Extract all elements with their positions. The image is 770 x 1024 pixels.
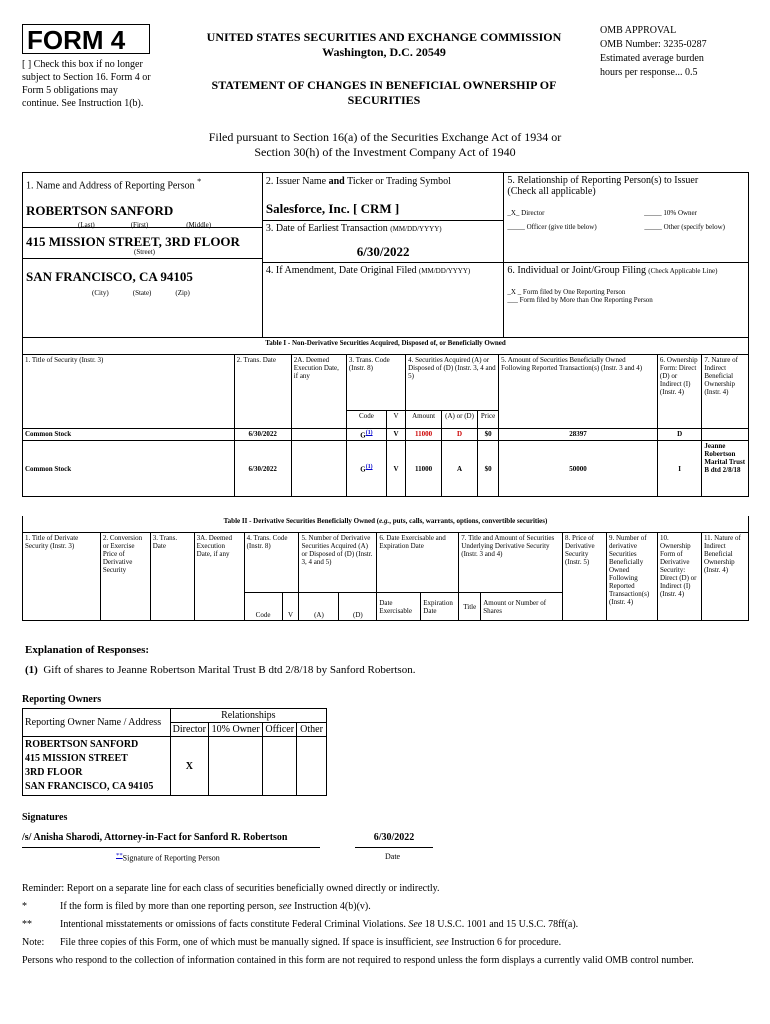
note-text-b: 18 U.S.C. 1001 and 15 U.S.C. 78ff(a). bbox=[422, 919, 579, 930]
note-text-b: Instruction 6 for procedure. bbox=[448, 937, 562, 948]
note-text-a: If the form is filed by more than one reporting person, bbox=[60, 901, 279, 912]
omb-line: OMB Number: 3235-0287 bbox=[600, 39, 707, 50]
t2-sub-v: V bbox=[282, 593, 299, 621]
owner-address-line: ROBERTSON SANFORD bbox=[25, 739, 139, 750]
owner-address bbox=[23, 737, 171, 796]
signatures-heading: Signatures bbox=[22, 812, 68, 823]
table-row bbox=[23, 737, 327, 796]
statement-title-line: STATEMENT OF CHANGES IN BENEFICIAL OWNERSHIP OF bbox=[211, 78, 557, 92]
t1-col-deemed-header: 2A. Deemed Execution Date, if any bbox=[291, 355, 346, 429]
cell-owned: 50000 bbox=[499, 441, 658, 497]
note-see: See bbox=[408, 919, 423, 930]
t2-col-form-header: 10. Ownership Form of Derivative Security: Direct (D) or Indirect (I) (Instr. 4) bbox=[657, 533, 701, 621]
t2-col-exercisable-header: 6. Date Exercisable and Expiration Date bbox=[377, 533, 459, 593]
statement-title-line: SECURITIES bbox=[347, 93, 421, 107]
officer-mark bbox=[263, 737, 297, 796]
filing-more-persons[interactable]: ___ Form filed by More than One Reporting Person bbox=[507, 296, 653, 304]
issuer-name: Salesforce, Inc. [ CRM ] bbox=[265, 201, 400, 216]
filed-line: Section 30(h) of the Investment Company Act of 1940 bbox=[254, 145, 516, 159]
reporting-owners-heading: Reporting Owners bbox=[22, 694, 102, 705]
table-2-title-a: Table II - Derivative Securities Beneficially Owned ( bbox=[223, 517, 380, 525]
t1-sub-amount: Amount bbox=[406, 411, 442, 429]
footer-notes bbox=[22, 881, 749, 968]
checkbox-note-line: subject to Section 16. Form 4 or bbox=[22, 72, 151, 83]
t2-col-owned-header: 9. Number of derivative Securities Beneficially Owned Following Reported Transaction(s) (Instr. 4) bbox=[607, 533, 658, 621]
t1-col-nature-header: 7. Nature of Indirect Beneficial Ownership (Instr. 4) bbox=[702, 355, 749, 429]
checkbox-note-line: Form 5 obligations may bbox=[22, 85, 118, 96]
box-6-sub: (Check Applicable Line) bbox=[648, 267, 718, 275]
t2-col-code-header: 4. Trans. Code (Instr. 8) bbox=[244, 533, 299, 593]
note-text-a: Intentional misstatements or omissions of facts constitute Federal Criminal Violations. bbox=[60, 919, 409, 930]
cell-v: V bbox=[387, 429, 406, 441]
footnote-number: (1) bbox=[25, 664, 38, 676]
box-3-label: 3. Date of Earliest Transaction bbox=[265, 223, 388, 234]
relationship-other[interactable]: _____ Other (specify below) bbox=[644, 223, 725, 231]
zip-label: (Zip) bbox=[175, 289, 190, 297]
agency-location: Washington, D.C. 20549 bbox=[322, 45, 446, 59]
cell-nature: Jeanne Robertson Marital Trust B dtd 2/8/18 bbox=[702, 441, 749, 497]
note-text bbox=[60, 935, 561, 950]
t2-sub-d: (D) bbox=[339, 593, 377, 621]
box-6-label: 6. Individual or Joint/Group Filing bbox=[507, 265, 646, 276]
middle-label: (Middle) bbox=[186, 221, 212, 230]
cell-deemed bbox=[291, 441, 346, 497]
date-caption: Date bbox=[385, 852, 401, 861]
note-text-a: File three copies of this Form, one of which must be manually signed. If space is insufficient, bbox=[60, 937, 436, 948]
form-title: FORM 4 bbox=[22, 24, 150, 54]
t2-col-title-header: 1. Title of Derivate Security (Instr. 3) bbox=[23, 533, 101, 621]
reporting-owners-table bbox=[22, 708, 327, 796]
owner-address-line: 3RD FLOOR bbox=[25, 767, 83, 778]
omb-line: OMB APPROVAL bbox=[600, 25, 677, 36]
statement-title bbox=[178, 78, 590, 108]
table-1-title: Table I - Non-Derivative Securities Acquired, Disposed of, or Beneficially Owned bbox=[23, 338, 749, 355]
cell-nature bbox=[702, 429, 749, 441]
note-text bbox=[60, 917, 578, 932]
table-2-title-eg: e.g. bbox=[379, 517, 390, 525]
filed-line: Filed pursuant to Section 16(a) of the Securities Exchange Act of 1934 or bbox=[208, 130, 562, 144]
t2-col-nature-header: 11. Nature of Indirect Beneficial Ownership (Instr. 4) bbox=[701, 533, 748, 621]
earliest-transaction-date: 6/30/2022 bbox=[356, 244, 410, 259]
t1-sub-code: Code bbox=[346, 411, 386, 429]
box-1-name-address bbox=[23, 173, 263, 338]
cell-date: 6/30/2022 bbox=[234, 429, 291, 441]
omb-line: Estimated average burden bbox=[600, 53, 704, 64]
box-2-label-and: and bbox=[328, 176, 345, 187]
box-4-label: 4. If Amendment, Date Original Filed bbox=[265, 265, 417, 276]
t2-col-underlying-header: 7. Title and Amount of Securities Underlying Derivative Security (Instr. 3 and 4) bbox=[459, 533, 563, 593]
t2-sub-date-ex: Date Exercisable bbox=[377, 593, 421, 621]
state-label: (State) bbox=[132, 289, 152, 297]
note-mark: * bbox=[22, 901, 27, 912]
cell-price: $0 bbox=[478, 441, 499, 497]
relationship-10pct[interactable]: _____ 10% Owner bbox=[644, 209, 697, 217]
box-6-filing bbox=[504, 263, 749, 338]
footnote-text: Gift of shares to Jeanne Robertson Marital Trust B dtd 2/8/18 by Sanford Robertson. bbox=[43, 664, 416, 676]
footnote-link[interactable]: (1) bbox=[365, 464, 373, 471]
city-label: (City) bbox=[92, 289, 109, 297]
box-5-label: 5. Relationship of Reporting Person(s) to Issuer bbox=[507, 175, 699, 186]
cell-title: Common Stock bbox=[23, 429, 235, 441]
cell-form: D bbox=[657, 429, 701, 441]
box-3-format: (MM/DD/YYYY) bbox=[390, 225, 442, 233]
relationship-director[interactable]: _X_ Director bbox=[507, 209, 545, 217]
t1-col-owned-header: 5. Amount of Securities Beneficially Owned Following Reported Transaction(s) (Instr. 3 and 4) bbox=[499, 355, 658, 429]
reporting-person-name: ROBERTSON SANFORD bbox=[26, 203, 174, 219]
table-row bbox=[23, 441, 749, 497]
t1-sub-price: Price bbox=[478, 411, 499, 429]
cell-ad: D bbox=[442, 429, 478, 441]
table-2-title-b: , puts, calls, warrants, options, convertible securities) bbox=[389, 517, 548, 525]
table-2-derivative bbox=[22, 516, 749, 621]
cell-code: G bbox=[360, 431, 366, 440]
city-state-zip: SAN FRANCISCO, CA 94105 bbox=[26, 269, 193, 284]
box-2-label-tail: Ticker or Trading Symbol bbox=[344, 176, 451, 187]
cell-v: V bbox=[387, 441, 406, 497]
cell-amount: 11000 bbox=[406, 429, 442, 441]
signature-date: 6/30/2022 bbox=[355, 832, 433, 848]
note-see: see bbox=[435, 937, 449, 948]
cell-title: Common Stock bbox=[23, 441, 235, 497]
t2-col-price-header: 2. Conversion or Exercise Price of Derivative Security bbox=[100, 533, 150, 621]
cell-ad: A bbox=[442, 441, 478, 497]
tenpct-mark bbox=[209, 737, 263, 796]
t1-col-acquired-header: 4. Securities Acquired (A) or Disposed of (D) (Instr. 3, 4 and 5) bbox=[406, 355, 499, 411]
t2-sub-a: (A) bbox=[299, 593, 339, 621]
cell-form: I bbox=[657, 441, 701, 497]
cell-owned: 28397 bbox=[499, 429, 658, 441]
note-text bbox=[60, 899, 371, 914]
footnote-star: * bbox=[197, 177, 202, 186]
t2-sub-exp: Expiration Date bbox=[421, 593, 459, 621]
box-4-format: (MM/DD/YYYY) bbox=[418, 267, 471, 275]
omb-approval bbox=[600, 24, 765, 80]
t2-col-deriv-price-header: 8. Price of Derivative Security (Instr. 5) bbox=[563, 533, 607, 621]
owner-address-line: SAN FRANCISCO, CA 94105 bbox=[25, 781, 154, 792]
footnote-link[interactable]: (1) bbox=[365, 430, 373, 436]
explanation-heading: Explanation of Responses: bbox=[25, 644, 150, 656]
box-2-label: 2. Issuer Name bbox=[265, 176, 329, 187]
t1-col-code-header: 3. Trans. Code (Instr. 8) bbox=[346, 355, 405, 411]
col-other: Other bbox=[297, 723, 327, 737]
owner-address-line: 415 MISSION STREET bbox=[25, 753, 128, 764]
col-officer: Officer bbox=[263, 723, 297, 737]
t1-col-form-header: 6. Ownership Form: Direct (D) or Indirect (I) (Instr. 4) bbox=[657, 355, 701, 429]
agency-title bbox=[178, 30, 590, 60]
cell-amount: 11000 bbox=[406, 441, 442, 497]
box-4-amendment bbox=[262, 263, 504, 338]
col-director: Director bbox=[170, 723, 208, 737]
filed-pursuant bbox=[100, 130, 670, 160]
t2-col-deemed-header: 3A. Deemed Execution Date, if any bbox=[194, 533, 244, 621]
signature-caption bbox=[116, 852, 220, 863]
t2-sub-amount: Amount or Number of Shares bbox=[481, 593, 563, 621]
t1-col-date-header: 2. Trans. Date bbox=[234, 355, 291, 429]
note-mark: ** bbox=[22, 919, 32, 930]
street-address: 415 MISSION STREET, 3RD FLOOR bbox=[26, 234, 240, 249]
table-1-non-derivative bbox=[22, 338, 749, 497]
note-mark: Note: bbox=[22, 937, 45, 948]
box-5-sub: (Check all applicable) bbox=[507, 186, 596, 197]
filing-one-person[interactable]: _X _ Form filed by One Reporting Person bbox=[507, 288, 626, 296]
t1-sub-ad: (A) or (D) bbox=[442, 411, 478, 429]
signature-label: Signature of Reporting Person bbox=[122, 853, 220, 863]
checkbox-note-line[interactable]: [ ] Check this box if no longer bbox=[22, 59, 143, 70]
box-1-label: 1. Name and Address of Reporting Person bbox=[26, 180, 195, 192]
last-label: (Last) bbox=[78, 221, 95, 230]
t1-sub-v: V bbox=[387, 411, 406, 429]
persons-notice: Persons who respond to the collection of information contained in this form are not required to respond unless the form displays a currently valid OMB control number. bbox=[22, 955, 694, 966]
reminder-text: Reminder: Report on a separate line for each class of securities beneficially owned directly or indirectly. bbox=[22, 883, 440, 894]
cell-date: 6/30/2022 bbox=[234, 441, 291, 497]
street-label: (Street) bbox=[134, 248, 155, 256]
note-see: see bbox=[278, 901, 292, 912]
note-text-b: Instruction 4(b)(v). bbox=[291, 901, 371, 912]
agency-name: UNITED STATES SECURITIES AND EXCHANGE COMMISSION bbox=[206, 30, 562, 44]
reporting-person-grid bbox=[22, 172, 749, 338]
col-10pct: 10% Owner bbox=[209, 723, 263, 737]
signature-line: /s/ Anisha Sharodi, Attorney-in-Fact for Sanford R. Robertson bbox=[22, 832, 320, 848]
relationship-officer[interactable]: _____ Officer (give title below) bbox=[507, 223, 597, 231]
director-mark: X bbox=[170, 737, 208, 796]
table-row bbox=[23, 429, 749, 441]
explanation-footnote bbox=[25, 664, 415, 676]
t2-sub-code: Code bbox=[244, 593, 282, 621]
relationships-header: Relationships bbox=[170, 709, 326, 723]
table-2-title bbox=[23, 516, 749, 533]
t1-col-title-header: 1. Title of Security (Instr. 3) bbox=[23, 355, 235, 429]
t2-sub-title: Title bbox=[459, 593, 481, 621]
cell-price: $0 bbox=[478, 429, 499, 441]
owner-col-header: Reporting Owner Name / Address bbox=[23, 709, 171, 737]
other-mark bbox=[297, 737, 327, 796]
checkbox-note bbox=[22, 58, 172, 110]
cell-deemed bbox=[291, 429, 346, 441]
first-label: (First) bbox=[130, 221, 149, 230]
checkbox-note-line: continue. See Instruction 1(b). bbox=[22, 98, 144, 109]
t2-col-date-header: 3. Trans. Date bbox=[150, 533, 194, 621]
omb-line: hours per response... 0.5 bbox=[600, 67, 698, 78]
t2-col-number-header: 5. Number of Derivative Securities Acquired (A) or Disposed of (D) (Instr. 3, 4 and 5) bbox=[299, 533, 377, 593]
cell-code: G bbox=[360, 465, 366, 474]
box-5-relationship bbox=[504, 173, 749, 263]
box-2-3-issuer bbox=[262, 173, 504, 263]
signature-star[interactable]: ** bbox=[116, 852, 123, 859]
